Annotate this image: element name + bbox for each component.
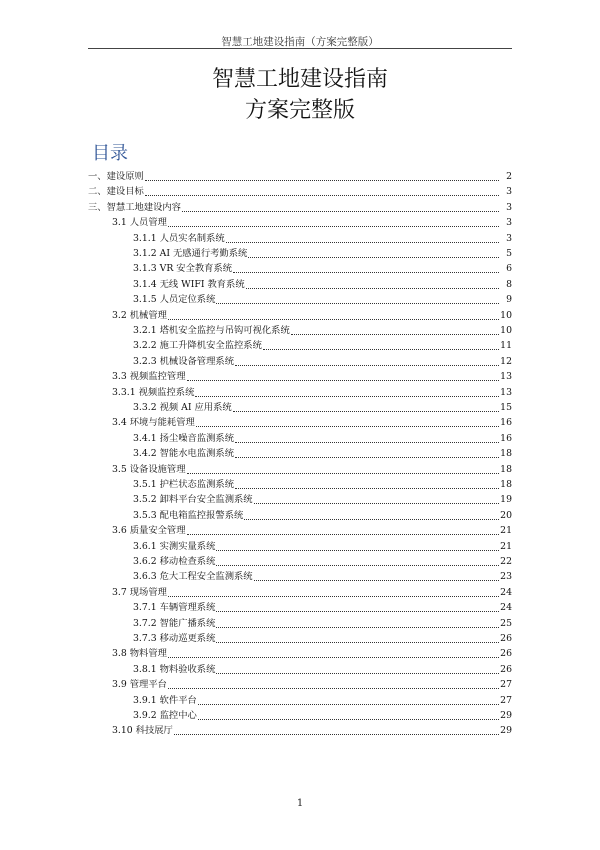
toc-entry[interactable] bbox=[112, 370, 512, 384]
toc-entry[interactable] bbox=[133, 694, 512, 708]
toc-entry[interactable] bbox=[133, 432, 512, 446]
toc-dot-leader bbox=[216, 611, 499, 612]
toc-dot-leader bbox=[244, 519, 499, 520]
toc-entry-page: 3 bbox=[506, 186, 512, 198]
toc-entry[interactable] bbox=[133, 339, 512, 353]
toc-entry-page: 3 bbox=[506, 232, 512, 244]
toc-entry-label: 3.7.3 移动巡更系统 bbox=[133, 633, 216, 644]
toc-dot-leader bbox=[168, 596, 499, 597]
toc-entry[interactable] bbox=[133, 324, 512, 338]
toc-entry-page: 11 bbox=[500, 340, 512, 352]
toc-entry-page: 23 bbox=[500, 571, 512, 583]
toc-entry-page: 18 bbox=[500, 463, 512, 475]
toc-entry-label: 3.5.2 卸料平台安全监测系统 bbox=[133, 494, 253, 506]
toc-entry[interactable] bbox=[88, 201, 512, 215]
toc-entry-page: 3 bbox=[506, 201, 512, 213]
toc-dot-leader bbox=[182, 211, 499, 212]
toc-dot-leader bbox=[198, 719, 499, 720]
toc-entry[interactable] bbox=[133, 617, 512, 631]
toc-entry[interactable] bbox=[112, 647, 512, 661]
toc-entry-label: 3.8.1 物料验收系统 bbox=[133, 663, 216, 675]
title-line-1: 智慧工地建设指南 bbox=[211, 67, 388, 92]
toc-entry[interactable] bbox=[133, 447, 512, 461]
toc-entry-label: 3.5.3 配电箱监控报警系统 bbox=[133, 509, 244, 521]
toc-entry-page: 22 bbox=[500, 556, 512, 567]
toc-dot-leader bbox=[187, 380, 499, 381]
toc-entry-label: 3.6.3 危大工程安全监测系统 bbox=[133, 571, 253, 583]
toc-dot-leader bbox=[254, 503, 499, 504]
toc-dot-leader bbox=[216, 550, 499, 551]
toc-entry-label: 3.6.2 移动检查系统 bbox=[133, 556, 216, 567]
toc-entry-page: 16 bbox=[500, 417, 512, 429]
toc-dot-leader bbox=[254, 580, 499, 581]
toc-entry-page: 21 bbox=[500, 540, 512, 552]
toc-entry[interactable] bbox=[112, 586, 512, 600]
toc-entry-page: 27 bbox=[500, 694, 512, 706]
toc-entry[interactable] bbox=[133, 570, 512, 584]
toc-dot-leader bbox=[235, 442, 499, 443]
toc-entry-label: 3.1.2 AI 无感通行考勤系统 bbox=[133, 248, 248, 259]
toc-dot-leader bbox=[216, 565, 499, 566]
toc-entry[interactable] bbox=[88, 185, 512, 199]
toc-entry-label: 3.2 机械管理 bbox=[112, 309, 167, 321]
toc-entry-page: 29 bbox=[500, 725, 512, 737]
toc-entry-page: 21 bbox=[500, 525, 512, 537]
toc-entry-page: 10 bbox=[500, 325, 512, 336]
toc-dot-leader bbox=[145, 180, 499, 181]
toc-entry[interactable] bbox=[112, 416, 512, 430]
toc-entry-label: 3.1.4 无线 WIFI 教育系统 bbox=[133, 278, 245, 290]
toc-dot-leader bbox=[235, 457, 499, 458]
toc-entry-label: 3.2.1 塔机安全监控与吊钩可视化系统 bbox=[133, 325, 290, 336]
toc-dot-leader bbox=[168, 688, 499, 689]
title-line-2: 方案完整版 bbox=[244, 98, 355, 123]
toc-entry-label: 三、智慧工地建设内容 bbox=[88, 201, 181, 213]
toc-entry-label: 3.5 设备设施管理 bbox=[112, 463, 186, 475]
toc-dot-leader bbox=[216, 303, 499, 304]
toc-entry-label: 3.4 环境与能耗管理 bbox=[112, 417, 195, 429]
toc-entry-page: 16 bbox=[500, 432, 512, 444]
toc-entry[interactable] bbox=[112, 309, 512, 323]
toc-entry-page: 25 bbox=[500, 617, 512, 629]
toc-entry-page: 8 bbox=[506, 278, 512, 290]
toc-entry-label: 3.5.1 护栏状态监测系统 bbox=[133, 479, 234, 490]
toc-dot-leader bbox=[168, 226, 499, 227]
toc-dot-leader bbox=[246, 288, 499, 289]
toc-dot-leader bbox=[174, 734, 499, 735]
header-rule bbox=[88, 48, 512, 49]
toc-entry[interactable] bbox=[88, 170, 512, 184]
toc-dot-leader bbox=[195, 396, 499, 397]
toc-entry-page: 24 bbox=[500, 586, 512, 598]
toc-dot-leader bbox=[168, 657, 499, 658]
toc-entry[interactable] bbox=[133, 278, 512, 292]
toc-entry-label: 一、建设原则 bbox=[88, 171, 144, 182]
toc-entry-label: 3.7 现场管理 bbox=[112, 586, 167, 598]
toc-entry-label: 3.7.1 车辆管理系统 bbox=[133, 602, 216, 614]
toc-entry[interactable] bbox=[133, 355, 512, 369]
toc-entry-label: 3.10 科技展厅 bbox=[112, 725, 173, 737]
page-number: 1 bbox=[296, 798, 304, 809]
toc-entry-label: 3.9.1 软件平台 bbox=[133, 694, 197, 706]
toc-entry-label: 二、建设目标 bbox=[88, 186, 144, 198]
toc-entry-label: 3.6 质量安全管理 bbox=[112, 525, 186, 537]
toc-dot-leader bbox=[198, 704, 499, 705]
toc-dot-leader bbox=[248, 257, 499, 258]
toc-entry-label: 3.2.3 机械设备管理系统 bbox=[133, 355, 234, 367]
toc-dot-leader bbox=[216, 627, 499, 628]
toc-entry-label: 3.3 视频监控管理 bbox=[112, 371, 186, 383]
toc-entry[interactable] bbox=[133, 293, 512, 307]
toc-dot-leader bbox=[233, 411, 499, 412]
toc-dot-leader bbox=[291, 334, 499, 335]
toc-entry[interactable] bbox=[112, 463, 512, 477]
toc-entry-label: 3.9.2 监控中心 bbox=[133, 710, 197, 721]
toc-entry-page: 2 bbox=[506, 171, 512, 182]
toc-entry-page: 29 bbox=[500, 710, 512, 721]
toc-entry-label: 3.6.1 实测实量系统 bbox=[133, 540, 216, 552]
toc-entry-page: 13 bbox=[500, 386, 512, 398]
toc-entry[interactable] bbox=[133, 632, 512, 646]
running-header: 智慧工地建设指南（方案完整版） bbox=[221, 36, 379, 48]
toc-entry-page: 24 bbox=[500, 602, 512, 614]
toc-dot-leader bbox=[187, 473, 499, 474]
toc-entry[interactable] bbox=[133, 262, 512, 276]
toc-dot-leader bbox=[187, 534, 499, 535]
toc-entry-page: 9 bbox=[506, 294, 512, 306]
toc-entry[interactable] bbox=[133, 555, 512, 569]
toc-entry[interactable] bbox=[133, 601, 512, 615]
toc-entry-label: 3.7.2 智能广播系统 bbox=[133, 617, 216, 629]
toc-entry-page: 26 bbox=[500, 663, 512, 675]
toc-entry-label: 3.1.1 人员实名制系统 bbox=[133, 232, 225, 244]
toc-dot-leader bbox=[216, 673, 499, 674]
toc-entry[interactable] bbox=[133, 709, 512, 723]
toc-heading: 目录 bbox=[92, 143, 128, 164]
toc-entry-page: 26 bbox=[500, 633, 512, 644]
toc-entry-label: 3.3.1 视频监控系统 bbox=[112, 386, 195, 398]
toc-entry[interactable] bbox=[112, 524, 512, 538]
toc-entry[interactable] bbox=[133, 478, 512, 492]
toc-entry[interactable] bbox=[112, 216, 512, 230]
toc-entry-page: 13 bbox=[500, 371, 512, 383]
toc-entry[interactable] bbox=[133, 247, 512, 261]
toc-entry-page: 3 bbox=[506, 217, 512, 229]
toc-entry-label: 3.9 管理平台 bbox=[112, 679, 167, 691]
toc-entry-page: 6 bbox=[506, 263, 512, 275]
toc-entry[interactable] bbox=[133, 540, 512, 554]
toc-dot-leader bbox=[263, 349, 499, 350]
toc-dot-leader bbox=[233, 272, 499, 273]
toc-entry-page: 19 bbox=[500, 494, 512, 506]
toc-entry-label: 3.1.3 VR 安全教育系统 bbox=[133, 263, 233, 275]
toc-dot-leader bbox=[226, 242, 499, 243]
toc-entry-page: 26 bbox=[500, 648, 512, 660]
toc-entry-page: 18 bbox=[500, 479, 512, 490]
toc-entry-label: 3.4.2 智能水电监测系统 bbox=[133, 448, 234, 460]
toc-entry-label: 3.3.2 视频 AI 应用系统 bbox=[133, 402, 232, 413]
toc-dot-leader bbox=[196, 426, 499, 427]
toc-dot-leader bbox=[235, 365, 499, 366]
toc-entry-label: 3.4.1 扬尘噪音监测系统 bbox=[133, 432, 234, 444]
toc-entry[interactable] bbox=[112, 724, 512, 738]
toc-entry-page: 18 bbox=[500, 448, 512, 460]
toc-entry-page: 5 bbox=[506, 248, 512, 259]
toc-entry-page: 15 bbox=[500, 402, 512, 413]
toc-entry[interactable] bbox=[133, 232, 512, 246]
toc-entry[interactable] bbox=[133, 493, 512, 507]
toc-dot-leader bbox=[235, 488, 499, 489]
toc-entry[interactable] bbox=[133, 401, 512, 415]
toc-entry-page: 20 bbox=[500, 509, 512, 521]
document-title bbox=[0, 64, 600, 126]
toc-entry-label: 3.1.5 人员定位系统 bbox=[133, 294, 216, 306]
toc-entry-label: 3.8 物料管理 bbox=[112, 648, 167, 660]
toc-entry[interactable] bbox=[133, 663, 512, 677]
toc-dot-leader bbox=[168, 319, 499, 320]
toc-entry-label: 3.2.2 施工升降机安全监控系统 bbox=[133, 340, 262, 352]
toc-dot-leader bbox=[145, 195, 499, 196]
toc-entry-page: 27 bbox=[500, 679, 512, 691]
toc-entry[interactable] bbox=[112, 386, 512, 400]
toc-entry[interactable] bbox=[133, 509, 512, 523]
toc-entry-label: 3.1 人员管理 bbox=[112, 217, 167, 229]
toc-entry-page: 12 bbox=[500, 355, 512, 367]
toc-entry-page: 10 bbox=[500, 309, 512, 321]
toc-dot-leader bbox=[216, 642, 499, 643]
toc-entry[interactable] bbox=[112, 678, 512, 692]
